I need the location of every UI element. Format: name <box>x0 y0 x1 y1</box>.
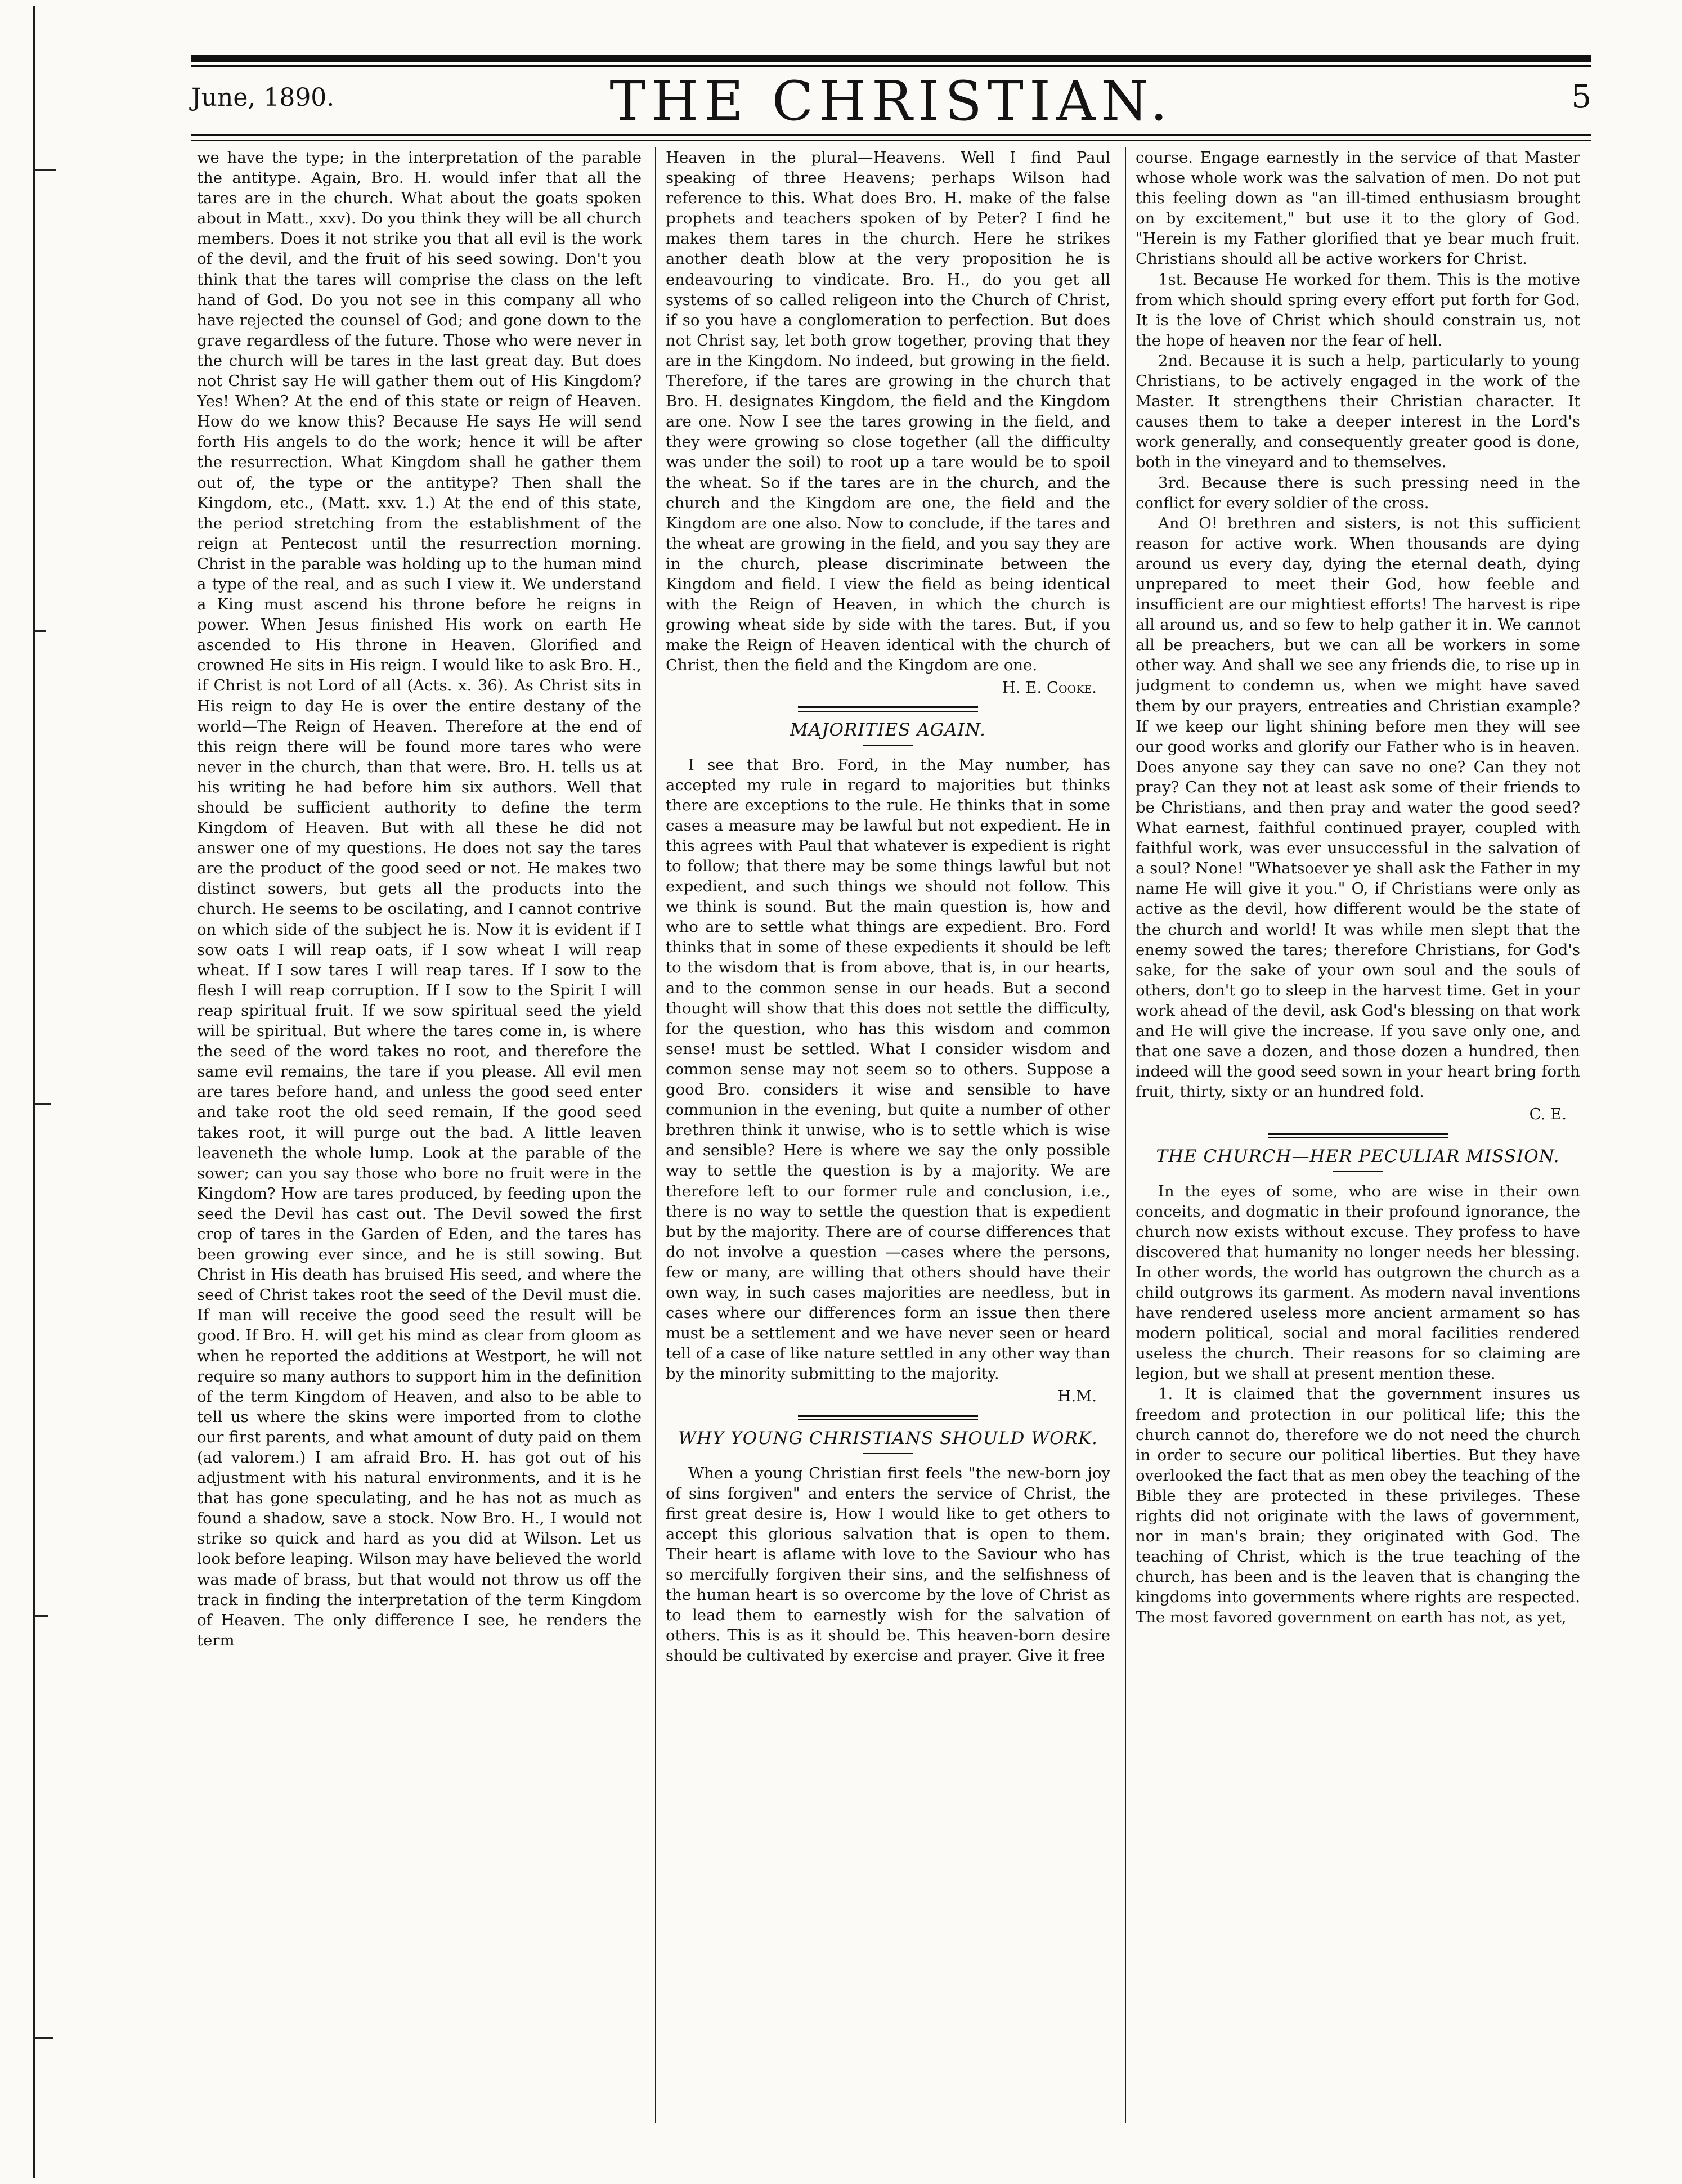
article-text: we have the type; in the interpretation of the parable the antitype. Again, Bro. H. would infer that all the tares are in the church. What about the goats spoken about in Matt., xxv). Do you think they will be all church members. Does it not strike you that all evil is the work of the devil, and the fruit of his seed sowing. Don't you think that the tares will comprise the class on the left hand of God. Do you not see in this company all who have rejected the counsel of God; and gone down to the grave regardless of the future. Those who were never in the church will be tares in the last great day. But does not Christ say He will gather them out of His Kingdom? Yes! When? At the end of this state or reign of Heaven. How do we know this? Because He says He will send forth His angels to do the work; hence it will be after the resurrection. What Kingdom shall he gather them out of, the type or the antitype? Then shall the Kingdom, etc., (Matt. xxv. 1.) At the end of this state, the period stretching from the establishment of the reign at Pentecost until the resurrection morning. Christ in the parable was holding up to the human mind a type of the real, and as such I view it. We understand a King must ascend his throne before he reigns in power. When Jesus finished His work on earth He ascended to His throne in Heaven. Glorified and crowned He sits in His reign. I would like to ask Bro. H., if Christ is not Lord of all (Acts. x. 36). As Christ sits in His reign to day He is over the entire destany of the world—The Reign of Heaven. Therefore at the end of this reign there will be found more tares who were never in the church, than that were. Bro. H. tells us at his writing he had before him six authors. Well that should be sufficient authority to define the term Kingdom of Heaven. But with all these he did not answer one of my questions. He does not say the tares are the product of the good seed or not. He makes two distinct sowers, but gets all the products into the church. He seems to be oscilating, and I cannot contrive on which side of the subject he is. Now it is evident if I sow oats I will reap oats, if I sow wheat I will reap wheat. If I sow tares I will reap tares. If I sow to the flesh I will reap corruption. If I sow to the Spirit I will reap spiritual fruit. If we sow spiritual seed the yield will be spiritual. But where the tares come in, is where the seed of the word takes no root, and therefore the same evil remains, the tare if you please. All evil men are tares before hand, and unless the good seed enter and take root the old seed remain, If the good seed takes root, it will purge out the bad. A little leaven leaveneth the whole lump. Look at the parable of the sower; can you say those who bore no fruit were in the Kingdom? How are tares produced, by feeding upon the seed the Devil has cast out. The Devil sowed the first crop of tares in the Garden of Eden, and the tares has been growing ever since, and he is still sowing. But Christ in His death has bruised His seed, and where the seed of Christ takes root the seed of the Devil must die. If man will receive the good seed the result will be good. If Bro. H. will get his mind as clear from gloom as when he reported the additions at Westport, he will not require so many authors to support him in the definition of the term Kingdom of Heaven, and also to be able to tell us where the skins were imported from to clothe our first parents, and what amount of duty paid on them (ad valorem.) I am afraid Bro. H. has got out of his adjustment with his natural environments, and it is he that has gone speculating, and he has not as much as found a shadow, save a stock. Now Bro. H., I would not strike so quick and hard as you did at Wilson. Let us look before leaping. Wilson may have believed the world was made of brass, but that would not throw us off the track in finding the interpretation of the term Kingdom of Heaven. The only difference I see, he renders the term <box>197 149 642 1649</box>
article-heading: MAJORITIES AGAIN. <box>790 719 986 740</box>
masthead-underline <box>191 134 1591 136</box>
masthead-rule-heavy <box>191 55 1591 62</box>
article-text: When a young Christian first feels "the new-born joy of sins forgiven" and enters the service of Christ, the first great desire is, How I would like to get others to accept this glorious salvation that is open to them. Their heart is aflame with love to the Saviour who has so mercifully forgiven their sins, and the selfishness of the human heart is so overcome by the love of Christ as to lead them to earnestly wish for the salvation of others. This is as it should be. This heaven-born desire should be cultivated by exercise and prayer. Give it free <box>666 1464 1110 1665</box>
scan-mark <box>34 1103 51 1105</box>
heading-rule <box>1333 1171 1383 1172</box>
article-heading: WHY YOUNG CHRISTIANS SHOULD WORK. <box>678 1428 1098 1448</box>
article-text: 2nd. Because it is such a help, particularly to young Christians, to be actively engaged in the work of the Master. It strengthens their Christian character. It causes them to take a deeper interest in the Lord's work generally, and consequently greater good is done, both in the vineyard and to themselves. <box>1136 351 1580 472</box>
page-number: 5 <box>1571 79 1591 115</box>
issue-date: June, 1890. <box>191 83 335 112</box>
scan-margin-line <box>33 6 35 2178</box>
article-text: 1st. Because He worked for them. This is the motive from which should spring every effort put forth for God. It is the love of Christ which should constrain us, not the hope of heaven nor the fear of hell. <box>1136 270 1580 349</box>
article-text: In the eyes of some, who are wise in their own conceits, and dogmatic in their profound ignorance, the church now exists without excuse. They profess to have discovered that humanity no longer needs her blessing. In other words, the world has outgrown the church as a child outgrows its garment. As modern naval inventions have rendered useless more ancient armament so has modern political, social and moral facilities rendered useless the church. Their reasons for so claiming are legion, but we shall at present mention these. <box>1136 1182 1580 1383</box>
heading-rule <box>863 1453 913 1454</box>
column-divider <box>655 147 656 2123</box>
masthead-rule-thin <box>191 65 1591 67</box>
masthead <box>191 70 1591 133</box>
section-rule <box>798 706 978 708</box>
section-rule <box>798 711 978 712</box>
paper-title: THE CHRISTIAN. <box>609 70 1173 133</box>
article-signature: H.M. <box>1057 1387 1097 1406</box>
article-heading: THE CHURCH—HER PECULIAR MISSION. <box>1156 1146 1560 1167</box>
masthead-underline-thin <box>191 140 1591 141</box>
scan-mark <box>34 169 56 171</box>
section-rule <box>1268 1137 1448 1138</box>
section-rule <box>1268 1133 1448 1135</box>
article-text: Heaven in the plural—Heavens. Well I find Paul speaking of three Heavens; perhaps Wilson had reference to this. What does Bro. H. make of the false prophets and teachers spoken of by Peter? I find he makes them tares in the church. Here he strikes another death blow at the very proposition he is endeavouring to vindicate. Bro. H., do you get all systems of so called religeon into the Church of Christ, if so you have a conglomeration to perfection. But does not Christ say, let both grow together, proving that they are in the Kingdom. No indeed, but growing in the field. Therefore, if the tares are growing in the church that Bro. H. designates Kingdom, the field and the Kingdom are one. Now I see the tares growing in the field, and they were growing so close together (all the difficulty was under the soil) to root up a tare would be to spoil the wheat. So if the tares are in the church, and the church and the Kingdom are one, the field and the Kingdom are one also. Now to conclude, if the tares and the wheat are growing in the field, and you say they are in the church, please discriminate between the Kingdom and field. I view the field as being identical with the Reign of Heaven, in which the church is growing wheat side by side with the tares. But, if you make the Reign of Heaven identical with the church of Christ, then the field and the Kingdom are one. <box>666 149 1110 675</box>
article-text: course. Engage earnestly in the service of that Master whose whole work was the salvation of men. Do not put this feeling down as "an ill-timed enthusiasm brought on by excitement," but use it to the glory of God. "Herein is my Father glorified that ye bear much fruit. Christians should all be active workers for Christ. <box>1136 149 1580 268</box>
column-divider <box>1125 147 1126 2123</box>
article-text: 3rd. Because there is such pressing need in the conflict for every soldier of the cross. <box>1136 473 1580 512</box>
section-rule <box>798 1419 978 1420</box>
article-text: 1. It is claimed that the government insures us freedom and protection in our political life; this the church cannot do, therefore we do not need the church in order to secure our political liberties. But they have overlooked the fact that as men obey the teaching of the Bible they are protected in these privileges. These rights did not originate with the laws of government, nor in man's brain; they originated with God. The teaching of Christ, which is the true teaching of the church, has been and is the leaven that is changing the kingdoms into governments where rights are respected. The most favored government on earth has not, as yet, <box>1136 1385 1580 1627</box>
column-1 <box>197 147 642 2134</box>
heading-rule <box>863 745 913 746</box>
scan-mark <box>34 2037 53 2039</box>
scan-mark <box>34 630 46 632</box>
column-3 <box>1136 147 1580 2134</box>
article-signature: H. E. Cooke. <box>1002 679 1097 697</box>
section-rule <box>798 1415 978 1417</box>
scan-mark <box>34 1615 48 1617</box>
article-text: And O! brethren and sisters, is not this sufficient reason for active work. When thousands are dying around us every day, dying the eternal death, dying unprepared to meet their God, how feeble and insufficient are our mightiest efforts! The harvest is ripe all around us, and so few to help gather it in. We cannot all be preachers, but we can all be workers in some other way. And shall we see any friends die, to rise up in judgment to condemn us, when we might have saved them by our prayers, entreaties and Christian example? If we keep our light shining before men they will see our good works and glorify our Father who is in heaven. Does anyone say they can save no one? Can they not pray? Can they not at least ask some of their friends to be Christians, and then pray and water the good seed? What earnest, faithful continued prayer, coupled with faithful work, was ever unsuccessful in the salvation of a soul? None! "Whatsoever ye shall ask the Father in my name He will give it you." O, if Christians were only as active as the devil, how different would be the state of the church and world! It was while men slept that the enemy sowed the tares; therefore Christians, for God's sake, for the sake of your own soul and the souls of others, don't go to sleep in the harvest time. Get in your work ahead of the devil, ask God's blessing on that work and He will give the increase. If you save only one, and that one save a dozen, and those dozen a hundred, then indeed will the good seed sown in your heart bring forth fruit, thirty, sixty or an hundred fold. <box>1136 514 1580 1101</box>
article-signature: C. E. <box>1529 1105 1567 1124</box>
article-text: I see that Bro. Ford, in the May number, has accepted my rule in regard to majorities but thinks there are exceptions to the rule. He thinks that in some cases a measure may be lawful but not expedient. He in this agrees with Paul that whatever is expedient is right to follow; that there may be some things lawful but not expedient, and such things we should not follow. This we think is sound. But the main question is, how and who are to settle what things are expedient. Bro. Ford thinks that in some of these expedients it should be left to the wisdom that is from above, that is, in our hearts, and to the common sense in our heads. But a second thought will show that this does not settle the difficulty, for the question, who has this wisdom and common sense! must be settled. What I consider wisdom and common sense may not seem so to others. Suppose a good Bro. considers it wise and sensible to have communion in the evening, but quite a number of other brethren think it unwise, who is to settle which is wise and sensible? Here is where we say the only possible way to settle the question is by a majority. We are therefore left to our former rule and conclusion, i.e., there is no way to settle the question that is expedient but by the majority. There are of course differences that do not involve a question —cases where the persons, few or many, are willing that others should have their own way, in such cases majorities are needless, but in cases where our differences form an issue then there must be a settlement and we have never seen or heard tell of a case of like nature settled in any other way than by the minority submitting to the majority. <box>666 755 1110 1383</box>
column-2 <box>666 147 1110 2134</box>
